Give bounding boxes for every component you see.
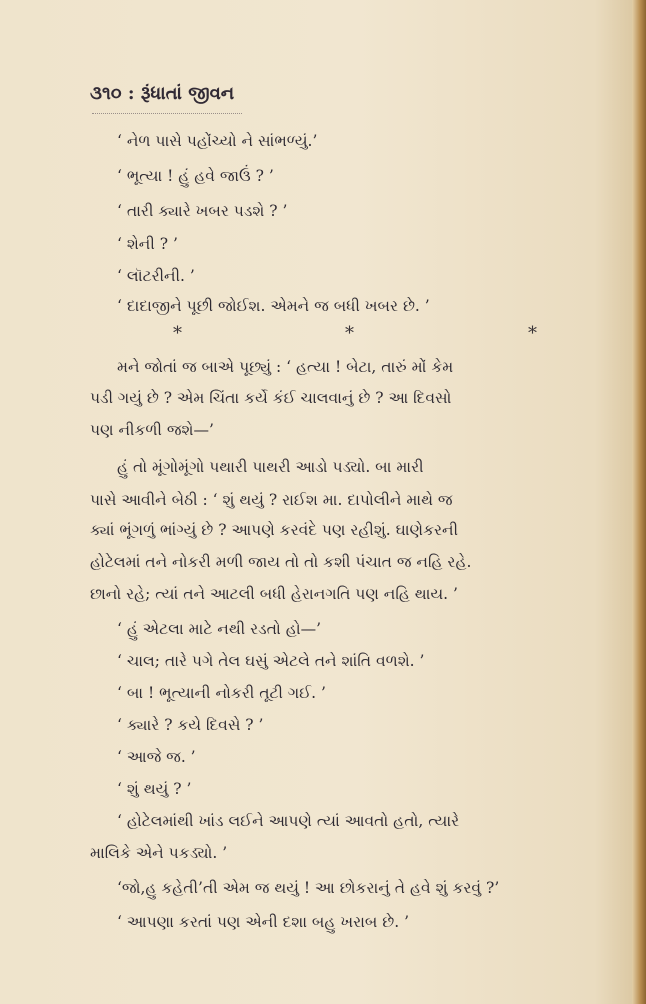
page-edge	[632, 0, 646, 1004]
text-line: ‘જો,હુ કહેતી’તી એમ જ થયું ! આ છોકરાનું તે હવે શું કરવું ?’	[117, 879, 500, 897]
text-line: પડી ગયું છે ? એમ ચિંતા કર્યે કંઈ ચાલવાનું છે ? આ દિવસો	[90, 389, 452, 407]
section-divider	[90, 323, 560, 343]
text-line: ‘ ભૂત્યા ! હું હવે જાઉં ? ’	[117, 167, 274, 185]
text-line: ‘ આપણા કરતાં પણ એની દશા બહુ ખરાબ છે. ’	[117, 913, 410, 931]
text-line: ક્યાં ભૂંગળું ભાંગ્યું છે ? આપણે કરવંદે પણ રહીશું. ઘાણેકરની	[90, 521, 459, 539]
text-line: ‘ શું થયું ? ’	[117, 780, 192, 798]
divider-star: *	[528, 323, 537, 344]
text-line: ‘ તારી ક્યારે ખબર પડશે ? ’	[117, 202, 288, 220]
text-line: પાસે આવીને બેઠી : ‘ શું થયું ? રાઈશ મા. દાપોલીને માથે જ	[90, 491, 453, 509]
text-line: મને જોતાં જ બાએ પૂછ્યું : ‘ હત્યા ! બેટા, તારું મોં કેમ	[117, 358, 454, 376]
text-line: માલિકે એને પકડ્યો. ’	[90, 844, 228, 862]
text-line: ‘ હું એટલા માટે નથી રડતો હો—’	[117, 620, 322, 638]
text-line: ‘ નેળ પાસે પહોંચ્યો ને સાંભળ્યું.’	[117, 132, 318, 150]
text-line: ‘ બા ! ભૂત્યાની નોકરી તૂટી ગઈ. ’	[117, 684, 326, 702]
text-line: ‘ ક્યારે ? કયે દિવસે ? ’	[117, 716, 264, 734]
text-line: ‘ લૉટરીની. ’	[117, 267, 195, 285]
text-line: ‘ આજે જ. ’	[117, 748, 196, 766]
header-rule	[92, 113, 242, 114]
text-line: પણ નીકળી જશે—’	[90, 421, 214, 439]
divider-star: *	[345, 323, 354, 344]
text-line: ‘ ચાલ; તારે પગે તેલ ઘસું એટલે તને શાંતિ વળશે. ’	[117, 652, 425, 670]
text-line: હું તો મૂંગોમૂંગો પથારી પાથરી આડો પડ્યો. બા મારી	[117, 458, 424, 476]
divider-star: *	[173, 323, 182, 344]
text-line: ‘ હોટેલમાંથી ખાંડ લઈને આપણે ત્યાં આવતો હતો, ત્યારે	[117, 812, 460, 830]
text-line: ‘ શેની ? ’	[117, 235, 178, 253]
text-line: ‘ દાદાજીને પૂછી જોઈશ. એમને જ બધી ખબર છે. ’	[117, 297, 430, 315]
page-header: ૩૧૦ : રૂંધાતાં જીવન	[90, 83, 235, 104]
text-line: છાનો રહે; ત્યાં તને આટલી બધી હેરાનગતિ પણ નહિ થાય. ’	[90, 585, 458, 603]
text-line: હોટેલમાં તને નોકરી મળી જાય તો તો કશી પંચાત જ નહિ રહે.	[90, 553, 472, 571]
